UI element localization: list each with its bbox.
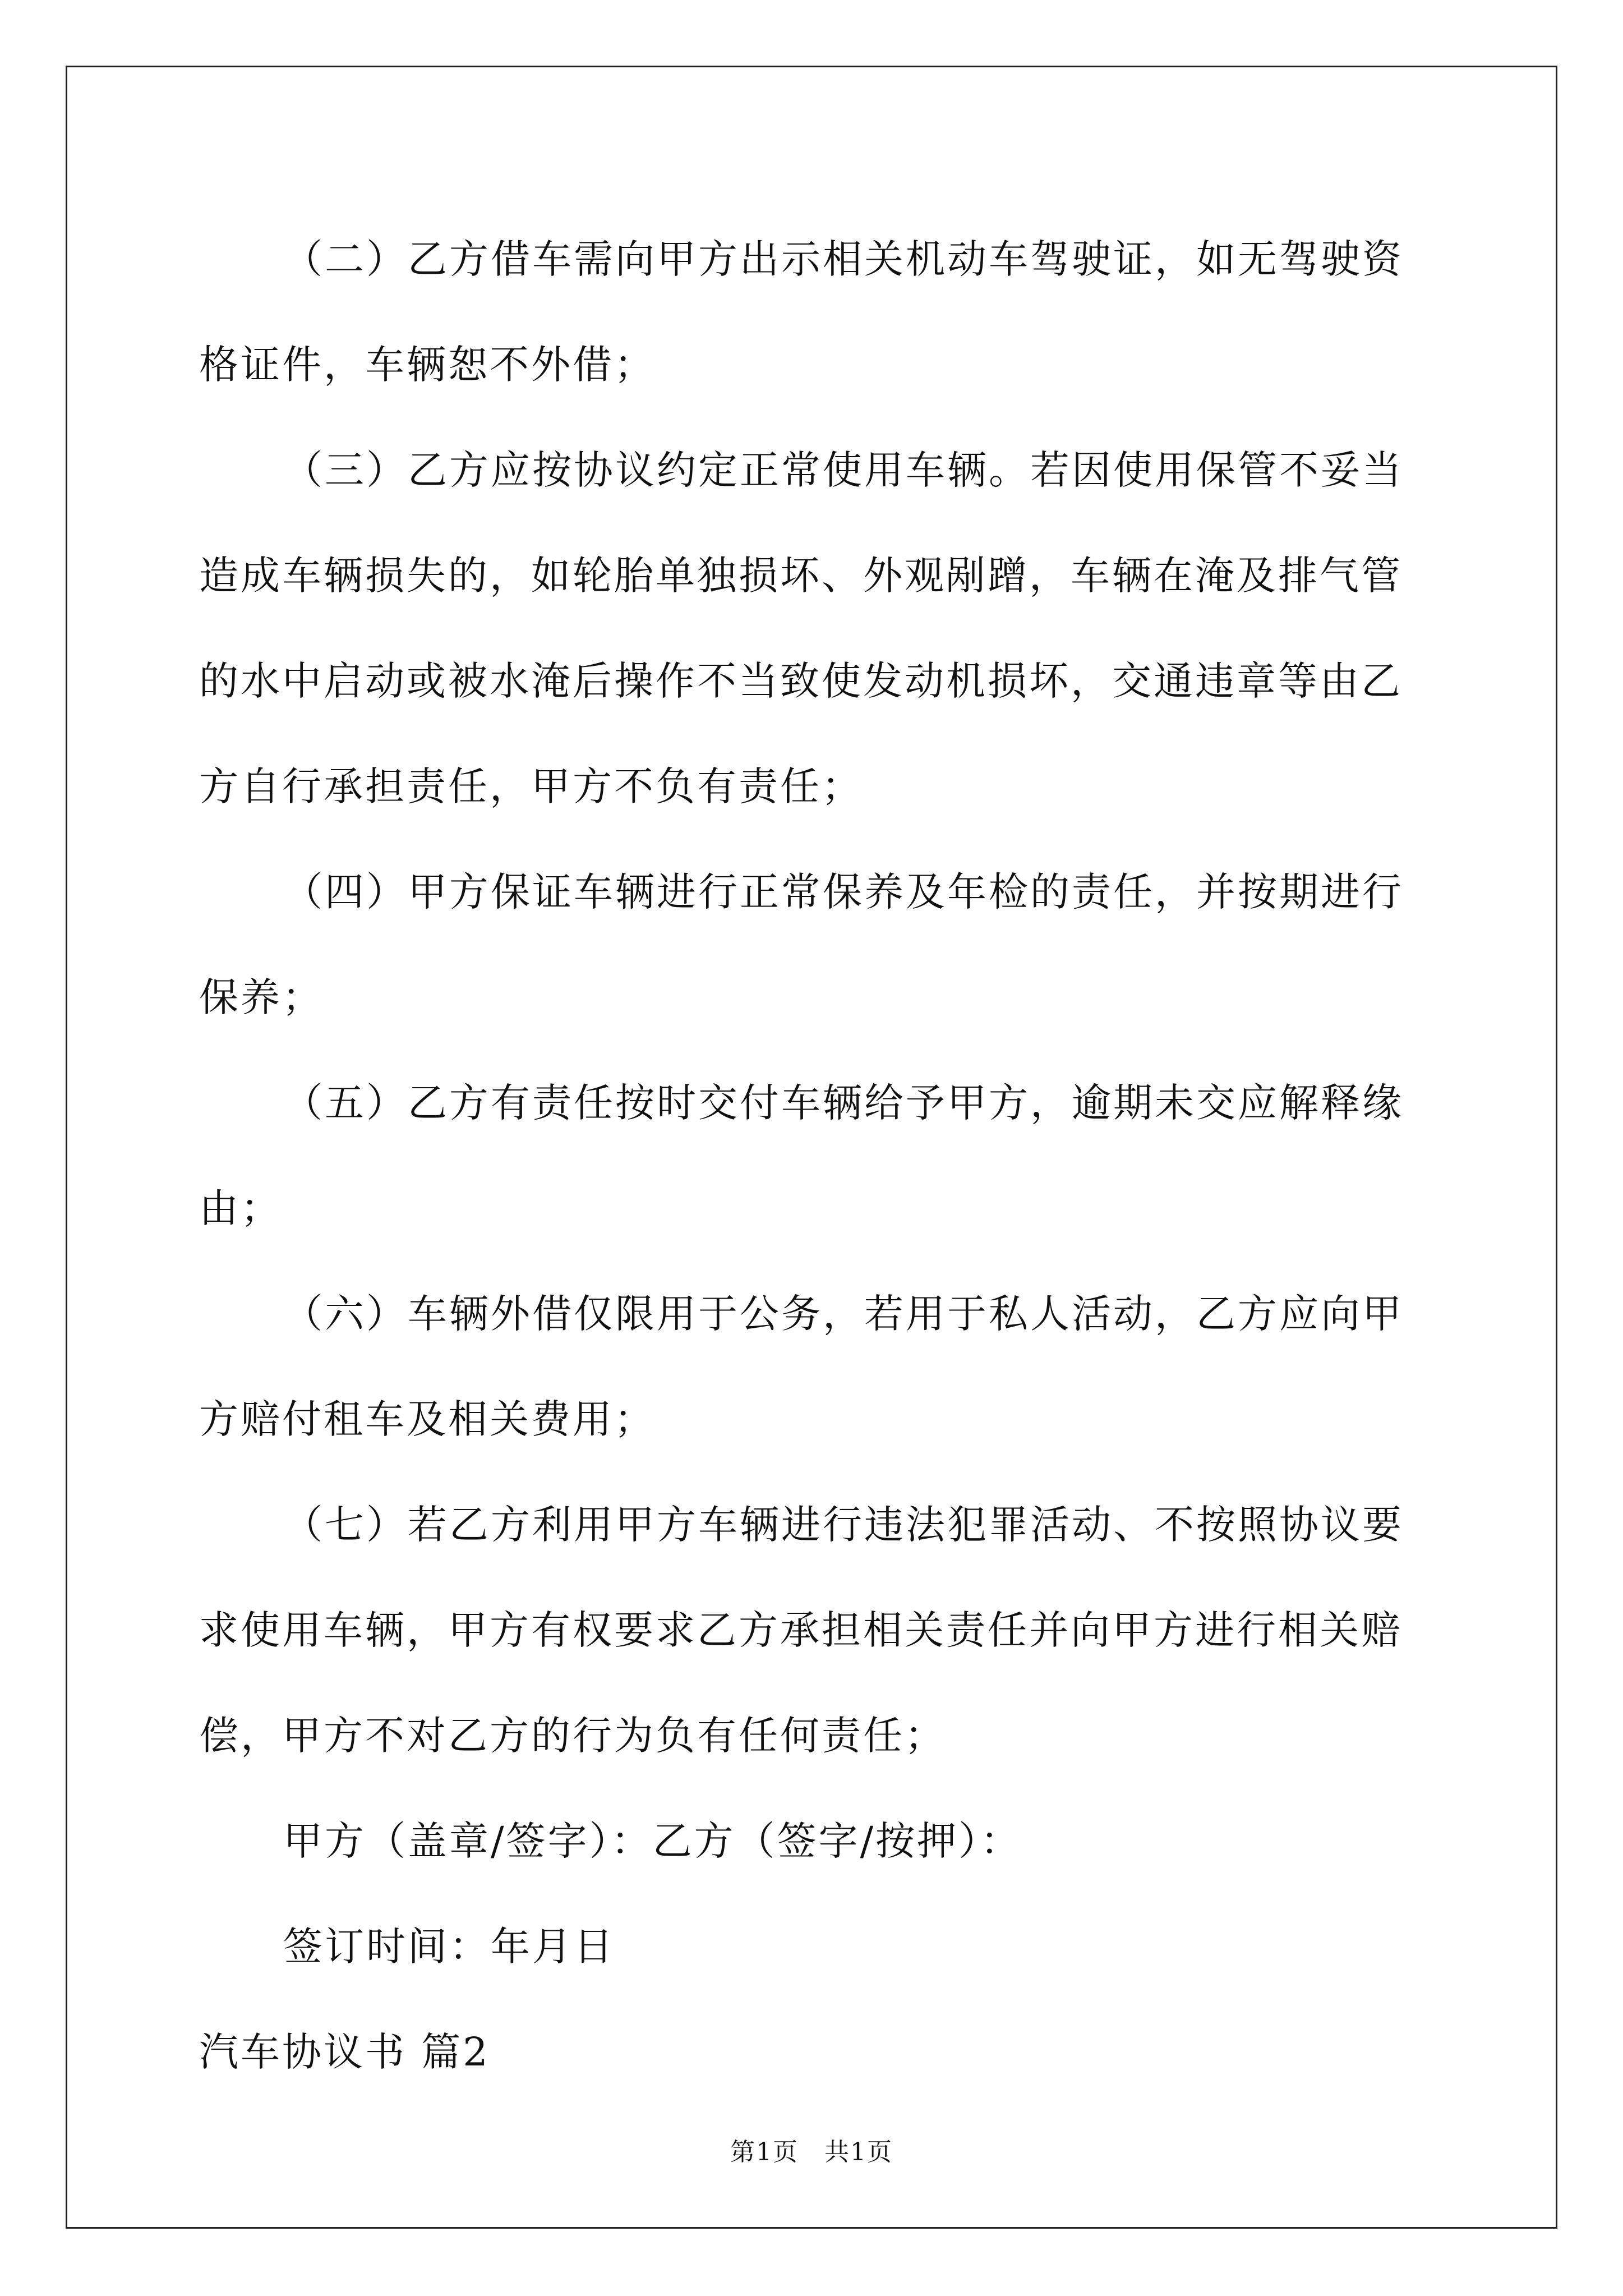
page-footer: 第1页 共1页 [730, 2138, 893, 2166]
clause-6: （六）车辆外借仅限用于公务，若用于私人活动，乙方应向甲方赔付租车及相关费用； [199, 1291, 1404, 1442]
clause-7: （七）若乙方利用甲方车辆进行违法犯罪活动、不按照协议要求使用车辆，甲方有权要求乙方承担相关责任并向甲方进行相关赔偿，甲方不对乙方的行为负有任何责任； [199, 1502, 1404, 1759]
signing-date-line: 签订时间：年月日 [283, 1924, 615, 1970]
document-body [199, 206, 1427, 2105]
clause-3: （三）乙方应按协议约定正常使用车辆。若因使用保管不妥当造成车辆损失的，如轮胎单独损坏、外观剐蹭，车辆在淹及排气管的水中启动或被水淹后操作不当致使发动机损坏，交通违章等由乙方自行承担责任，甲方不负有责任； [199, 447, 1404, 809]
section-title: 汽车协议书 篇2 [199, 2029, 490, 2075]
clause-4: （四）甲方保证车辆进行正常保养及年检的责任，并按期进行保养； [199, 869, 1404, 1020]
clause-5: （五）乙方有责任按时交付车辆给予甲方，逾期未交应解释缘由； [199, 1080, 1404, 1231]
signature-line: 甲方（盖章/签字）：乙方（签字/按押）： [283, 1818, 1022, 1864]
clause-2: （二）乙方借车需向甲方出示相关机动车驾驶证，如无驾驶资格证件，车辆恕不外借； [199, 236, 1404, 388]
